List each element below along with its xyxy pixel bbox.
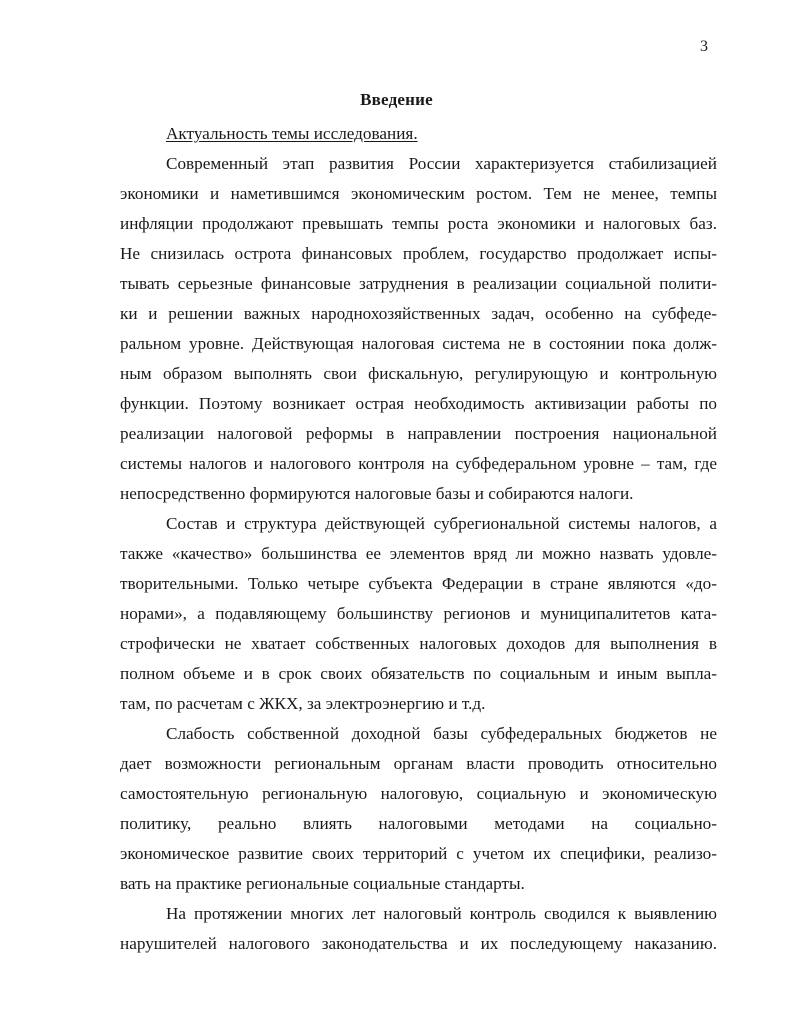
heading: Введение bbox=[360, 90, 433, 109]
text-line: реализации налоговой реформы в направлении построения национальной bbox=[120, 424, 717, 443]
text-line: также «качество» большинства ее элементов вряд ли можно назвать удовле- bbox=[120, 544, 717, 563]
text-line: ным образом выполнять свои фискальную, регулирующую и контрольную bbox=[120, 364, 717, 383]
text-line: полном объеме и в срок своих обязательств по социальным и иным выпла- bbox=[120, 664, 717, 683]
text-line: дает возможности региональным органам власти проводить относительно bbox=[120, 754, 717, 773]
text-line: непосредственно формируются налоговые базы и собираются налоги. bbox=[120, 484, 634, 503]
text-line: системы налогов и налогового контроля на субфедеральном уровне – там, где bbox=[120, 454, 717, 473]
text-line: норами», а подавляющему большинству регионов и муниципалитетов ката- bbox=[120, 604, 717, 623]
text-line: творительными. Только четыре субъекта Федерации в стране являются «до- bbox=[120, 574, 717, 593]
text-line: экономическое развитие своих территорий с учетом их специфики, реализо- bbox=[120, 844, 717, 863]
text-line: там, по расчетам с ЖКХ, за электроэнергию и т.д. bbox=[120, 694, 486, 713]
text-line: инфляции продолжают превышать темпы роста экономики и налоговых баз. bbox=[120, 214, 717, 233]
text-line: тывать серьезные финансовые затруднения в реализации социальной полити- bbox=[120, 274, 717, 293]
text-line: На протяжении многих лет налоговый контроль сводился к выявлению bbox=[166, 904, 717, 923]
text-line: Состав и структура действующей субрегиональной системы налогов, а bbox=[166, 514, 717, 533]
text-line: ки и решении важных народнохозяйственных задач, особенно на субфеде- bbox=[120, 304, 717, 323]
text-line: вать на практике региональные социальные стандарты. bbox=[120, 874, 525, 893]
text-line: ральном уровне. Действующая налоговая система не в состоянии пока долж- bbox=[120, 334, 717, 353]
text-line: экономики и наметившимся экономическим ростом. Тем не менее, темпы bbox=[120, 184, 717, 203]
page-number: 3 bbox=[700, 38, 708, 55]
subtitle: Актуальность темы исследования. bbox=[166, 124, 418, 143]
text-line: нарушителей налогового законодательства и их последующему наказанию. bbox=[120, 934, 717, 953]
text-line: функции. Поэтому возникает острая необходимость активизации работы по bbox=[120, 394, 717, 413]
text-line: Современный этап развития России характеризуется стабилизацией bbox=[166, 154, 717, 173]
text-line: строфически не хватает собственных налоговых доходов для выполнения в bbox=[120, 634, 717, 653]
text-line: Слабость собственной доходной базы субфедеральных бюджетов не bbox=[166, 724, 717, 743]
text-line: политику, реально влиять налоговыми методами на социально- bbox=[120, 814, 717, 833]
text-line: Не снизилась острота финансовых проблем, государство продолжает испы- bbox=[120, 244, 717, 263]
text-line: самостоятельную региональную налоговую, социальную и экономическую bbox=[120, 784, 717, 803]
